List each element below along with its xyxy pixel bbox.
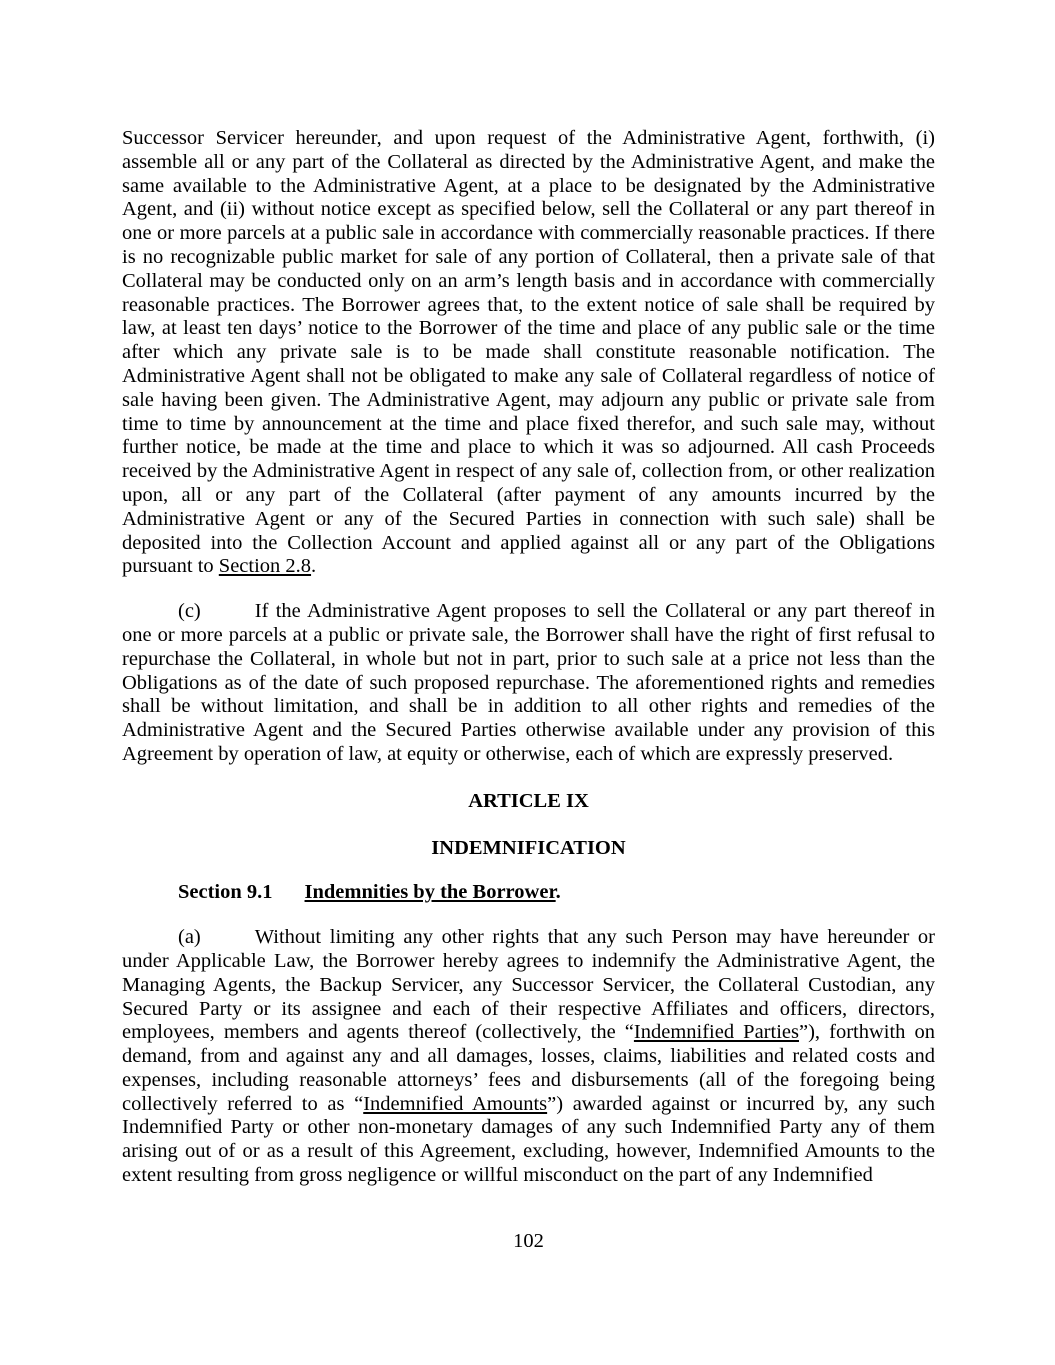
article-ix-heading: ARTICLE IX xyxy=(468,789,589,812)
defined-term-indemnified-amounts: Indemnified Amounts xyxy=(363,1092,548,1115)
paragraph-a xyxy=(122,926,935,1188)
paragraph-a-text-3: ”) awarded against or incurred by, any such Indemnified Party or other non-monetary damages of any such Indemnified Party any of them arising out of or as a result of this Agreement, excluding, however, Indemnified Amounts to the extent resulting from gross negligence or willful misconduct on the part of any Indemnified xyxy=(122,1092,935,1187)
section-9-1-heading xyxy=(122,881,935,905)
defined-term-indemnified-parties: Indemnified Parties xyxy=(633,1021,799,1044)
paragraph-c-label: (c) xyxy=(178,600,201,623)
paragraph-a-text-2: ”), forthwith on demand, from and against any and all damages, losses, claims, liabilities and related costs and expenses, including reasonable attorneys’ fees and disbursements (all of the foregoing being collectively referred to as “ xyxy=(122,1021,935,1115)
paragraph-text-end: . xyxy=(311,555,317,578)
indemnification-title: INDEMNIFICATION xyxy=(431,836,626,859)
section-2-8-reference: Section 2.8 xyxy=(218,555,312,578)
paragraph-text: Successor Servicer hereunder, and upon request of the Administrative Agent, forthwith, (i) assemble all or any part of the Collateral as directed by the Administrative Agent, and make the same available to the Administrative Agent, at a place to be designated by the Administrative Agent, and (ii) without notice except as specified below, sell the Collateral or any part thereof in one or more parcels at a public sale in accordance with commercially reasonable practices. If there is no recognizable public market for sale of any portion of Collateral, then a private sale of that Collateral may be conducted only on an arm’s length basis and in accordance with commercially reasonable practices. The Borrower agrees that, to the extent notice of sale shall be required by law, at least ten days’ notice to the Borrower of the time and place of any public sale or the time after which any private sale is to be made shall constitute reasonable notification. The Administrative Agent shall not be obligated to make any sale of Collateral regardless of notice of sale having been given. The Administrative Agent, may adjourn any public or private sale from time to time by announcement at the time and place fixed therefor, and such sale may, without further notice, be made at the time and place to which it was so adjourned. All cash Proceeds received by the Administrative Agent in respect of any sale of, collection from, or other realization upon, all or any part of the Collateral (after payment of any amounts incurred by the Administrative Agent or any of the Secured Parties in connection with such sale) shall be deposited into the Collection Account and applied against all or any part of the Obligations pursuant to xyxy=(122,127,935,578)
paragraph-a-label: (a) xyxy=(178,926,201,949)
section-title: Indemnities by the Borrower xyxy=(304,881,556,904)
paragraph-a-text-1: Without limiting any other rights that any such Person may have hereunder or under Applicable Law, the Borrower hereby agrees to indemnify the Administrative Agent, the Managing Agents, the Backup Servicer, any Successor Servicer, the Collateral Custodian, any Secured Party or its assignee and each of their respective Affiliates and officers, directors, employees, members and agents thereof (collectively, the “ xyxy=(122,926,935,1044)
section-title-period: . xyxy=(555,881,561,904)
paragraph-c-text: If the Administrative Agent proposes to sell the Collateral or any part thereof in one or more parcels at a public or private sale, the Borrower shall have the right of first refusal to repurchase the Collateral, in whole but not in part, prior to such sale at a price not less than the Obligations as of the date of such proposed repurchase. The aforementioned rights and remedies shall be without limitation, and shall be in addition to all other rights and remedies of the Administrative Agent and the Secured Parties otherwise available under any provision of this Agreement by operation of law, at equity or otherwise, each of which are expressly preserved. xyxy=(122,600,935,765)
paragraph-remedies-continuation xyxy=(122,127,935,579)
section-number: Section 9.1 xyxy=(178,881,273,904)
page-number: 102 xyxy=(513,1230,544,1252)
paragraph-c xyxy=(122,600,935,767)
